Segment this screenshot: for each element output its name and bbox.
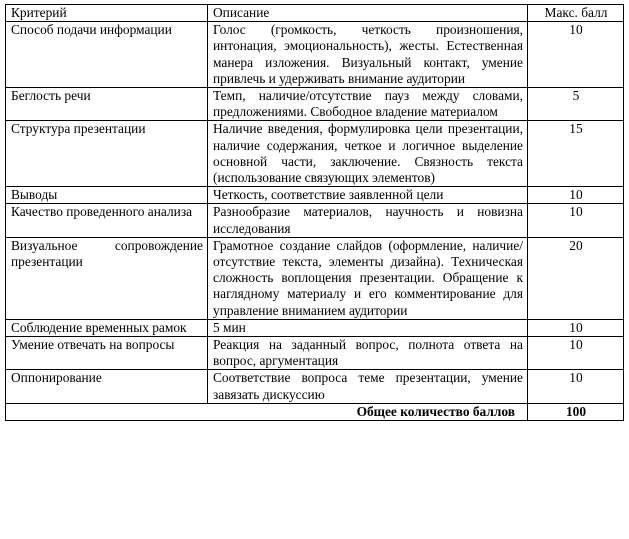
criterion-cell: Оппонирование — [6, 370, 208, 403]
table-row — [6, 121, 624, 187]
max-score-cell: 10 — [528, 22, 624, 88]
description-cell: Соответствие вопроса теме презентации, умение завязать дискуссию — [208, 370, 528, 403]
header-row — [6, 5, 624, 22]
criterion-cell: Выводы — [6, 187, 208, 204]
table-row — [6, 88, 624, 121]
total-label: Общее количество баллов — [6, 403, 528, 420]
header-criterion: Критерий — [6, 5, 208, 22]
criterion-cell: Соблюдение временных рамок — [6, 319, 208, 336]
criterion-cell: Способ подачи информации — [6, 22, 208, 88]
description-cell: Наличие введения, формулировка цели презентации, наличие содержания, четкое и логичное выделение основной части, заключение. Связность текста (использование связующих элементов) — [208, 121, 528, 187]
total-value: 100 — [528, 403, 624, 420]
description-cell: Реакция на заданный вопрос, полнота ответа на вопрос, аргументация — [208, 337, 528, 370]
table-row — [6, 319, 624, 336]
description-cell: Голос (громкость, четкость произношения, интонация, эмоциональность), жесты. Естественная манера изложения. Визуальный контакт, умение привлечь и удерживать внимание аудитории — [208, 22, 528, 88]
table-row — [6, 337, 624, 370]
max-score-cell: 10 — [528, 204, 624, 237]
criterion-cell: Умение отвечать на вопросы — [6, 337, 208, 370]
criterion-cell: Структура презентации — [6, 121, 208, 187]
max-score-cell: 10 — [528, 370, 624, 403]
table-row — [6, 22, 624, 88]
criterion-cell: Беглость речи — [6, 88, 208, 121]
description-cell: Темп, наличие/отсутствие пауз между словами, предложениями. Свободное владение материалом — [208, 88, 528, 121]
max-score-cell: 10 — [528, 337, 624, 370]
max-score-cell: 20 — [528, 237, 624, 319]
header-max-score: Макс. балл — [528, 5, 624, 22]
table-row — [6, 237, 624, 319]
description-cell: 5 мин — [208, 319, 528, 336]
criterion-cell: Визуальное сопровождение презентации — [6, 237, 208, 319]
criteria-table — [5, 4, 624, 421]
max-score-cell: 15 — [528, 121, 624, 187]
max-score-cell: 5 — [528, 88, 624, 121]
description-cell: Четкость, соответствие заявленной цели — [208, 187, 528, 204]
max-score-cell: 10 — [528, 319, 624, 336]
total-row — [6, 403, 624, 420]
description-cell: Разнообразие материалов, научность и новизна исследования — [208, 204, 528, 237]
max-score-cell: 10 — [528, 187, 624, 204]
description-cell: Грамотное создание слайдов (оформление, наличие/отсутствие текста, элементы дизайна). Техническая сложность воплощения презентации. Обращение к наглядному материалу и его комментирование для управление вниманием аудитории — [208, 237, 528, 319]
table-row — [6, 370, 624, 403]
table-row — [6, 187, 624, 204]
criterion-cell: Качество проведенного анализа — [6, 204, 208, 237]
header-description: Описание — [208, 5, 528, 22]
table-row — [6, 204, 624, 237]
